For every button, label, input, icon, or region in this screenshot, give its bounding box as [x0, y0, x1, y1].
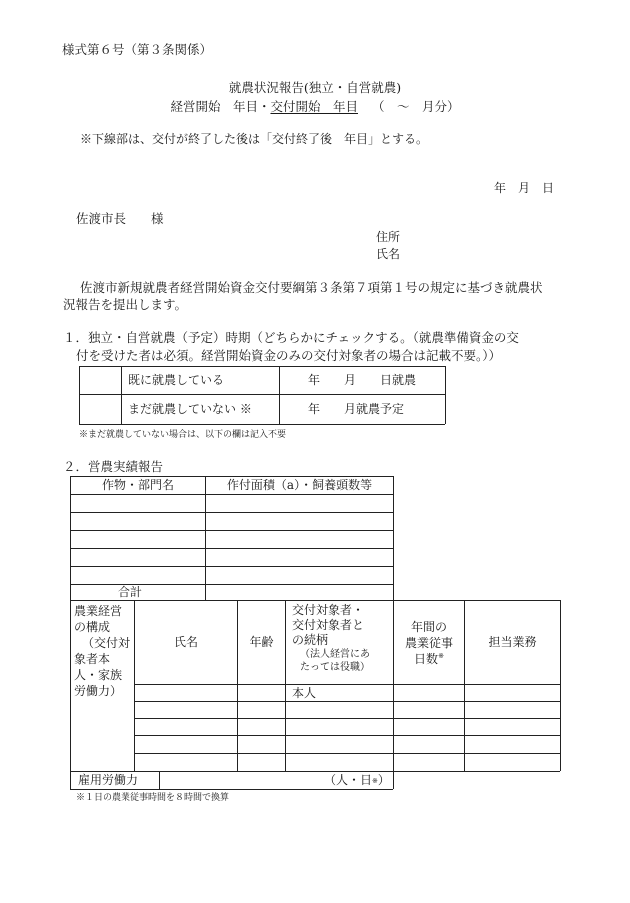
subtitle-grant-year: 交付開始 年目 — [270, 99, 358, 114]
age-header: 年齢 — [249, 635, 274, 649]
area-input-3[interactable] — [206, 531, 393, 548]
section1-heading-line-1: １．独立・自営就農（予定）時期（どちらかにチェックする。（就農準備資金の交 — [63, 330, 519, 345]
report-subtitle — [0, 99, 630, 115]
relation-header: 交付対象者・ 交付対象者と の続柄 （法人経営にあ たっては役職） — [292, 603, 370, 673]
subtitle-start-year: 経営開始 年目・ — [170, 99, 271, 114]
hired-labor-input[interactable] — [160, 772, 320, 789]
total-input[interactable] — [206, 585, 393, 600]
check-box-already-farming[interactable] — [80, 367, 121, 394]
intro-line-2: 況報告を提出します。 — [63, 297, 188, 312]
member-name-input-1[interactable] — [135, 685, 237, 701]
member-name-input-5[interactable] — [135, 754, 237, 771]
area-input-2[interactable] — [206, 513, 393, 530]
member-name-input-3[interactable] — [135, 719, 237, 735]
area-input-1[interactable] — [206, 495, 393, 512]
planned-farming-date: 年 月就農予定 — [308, 402, 405, 416]
area-header: 作付面積（a）・飼養頭数等 — [226, 478, 373, 492]
crop-input-3[interactable] — [71, 531, 205, 548]
crop-input-1[interactable] — [71, 495, 205, 512]
submission-date: 年 月 日 — [494, 181, 555, 195]
farming-start-date: 年 月 日就農 — [308, 373, 417, 387]
section2-footnote: ※１日の農業従事時間を８時間で換算 — [76, 793, 230, 803]
member-name-input-4[interactable] — [135, 736, 237, 753]
crop-header: 作物・部門名 — [101, 478, 174, 492]
hired-labor-unit: （人・日 ※ ） — [324, 773, 390, 787]
member-name-input-2[interactable] — [135, 702, 237, 718]
area-input-4[interactable] — [206, 549, 393, 566]
crop-input-4[interactable] — [71, 549, 205, 566]
member-name-header: 氏名 — [173, 635, 198, 649]
section1-heading-line-2: 付を受けた者は必須。経営開始資金のみの交付対象者の場合は記載不要。）） — [76, 348, 502, 363]
addressee: 佐渡市長 様 — [76, 211, 164, 226]
composition-label: 農業経営 の構成 （交付対 象者本 人・家族 労働力） — [74, 604, 131, 698]
self-label: 本人 — [292, 685, 317, 700]
hired-labor-label: 雇用労働力 — [78, 773, 139, 787]
total-label: 合計 — [118, 585, 143, 599]
farming-days-header: 年間の 農業従事 日数※ — [404, 619, 453, 666]
intro-line-1: 佐渡市新規就農者経営開始資金交付要綱第３条第７項第１号の規定に基づき就農状 — [80, 280, 543, 295]
crop-input-2[interactable] — [71, 513, 205, 530]
report-title: 就農状況報告(独立・自営就農) — [228, 80, 402, 95]
name-label: 氏名 — [376, 247, 401, 261]
address-label: 住所 — [376, 230, 401, 244]
duty-header: 担当業務 — [488, 635, 537, 649]
status-already-farming: 既に就農している — [128, 373, 225, 387]
underline-note: ※下線部は、交付が終了した後は「交付終了後 年目」とする。 — [80, 132, 429, 146]
form-number: 様式第６号（第３条関係） — [62, 42, 213, 57]
check-box-not-yet-farming[interactable] — [80, 395, 121, 424]
crop-input-5[interactable] — [71, 567, 205, 584]
section2-heading: ２．営農実績報告 — [63, 459, 164, 474]
status-not-yet-farming: まだ就農していない ※ — [128, 402, 252, 416]
area-input-5[interactable] — [206, 567, 393, 584]
subtitle-month-range: （ ～ 月分） — [372, 99, 460, 114]
section1-footnote: ※まだ就農していない場合は、以下の欄は記入不要 — [79, 430, 287, 440]
